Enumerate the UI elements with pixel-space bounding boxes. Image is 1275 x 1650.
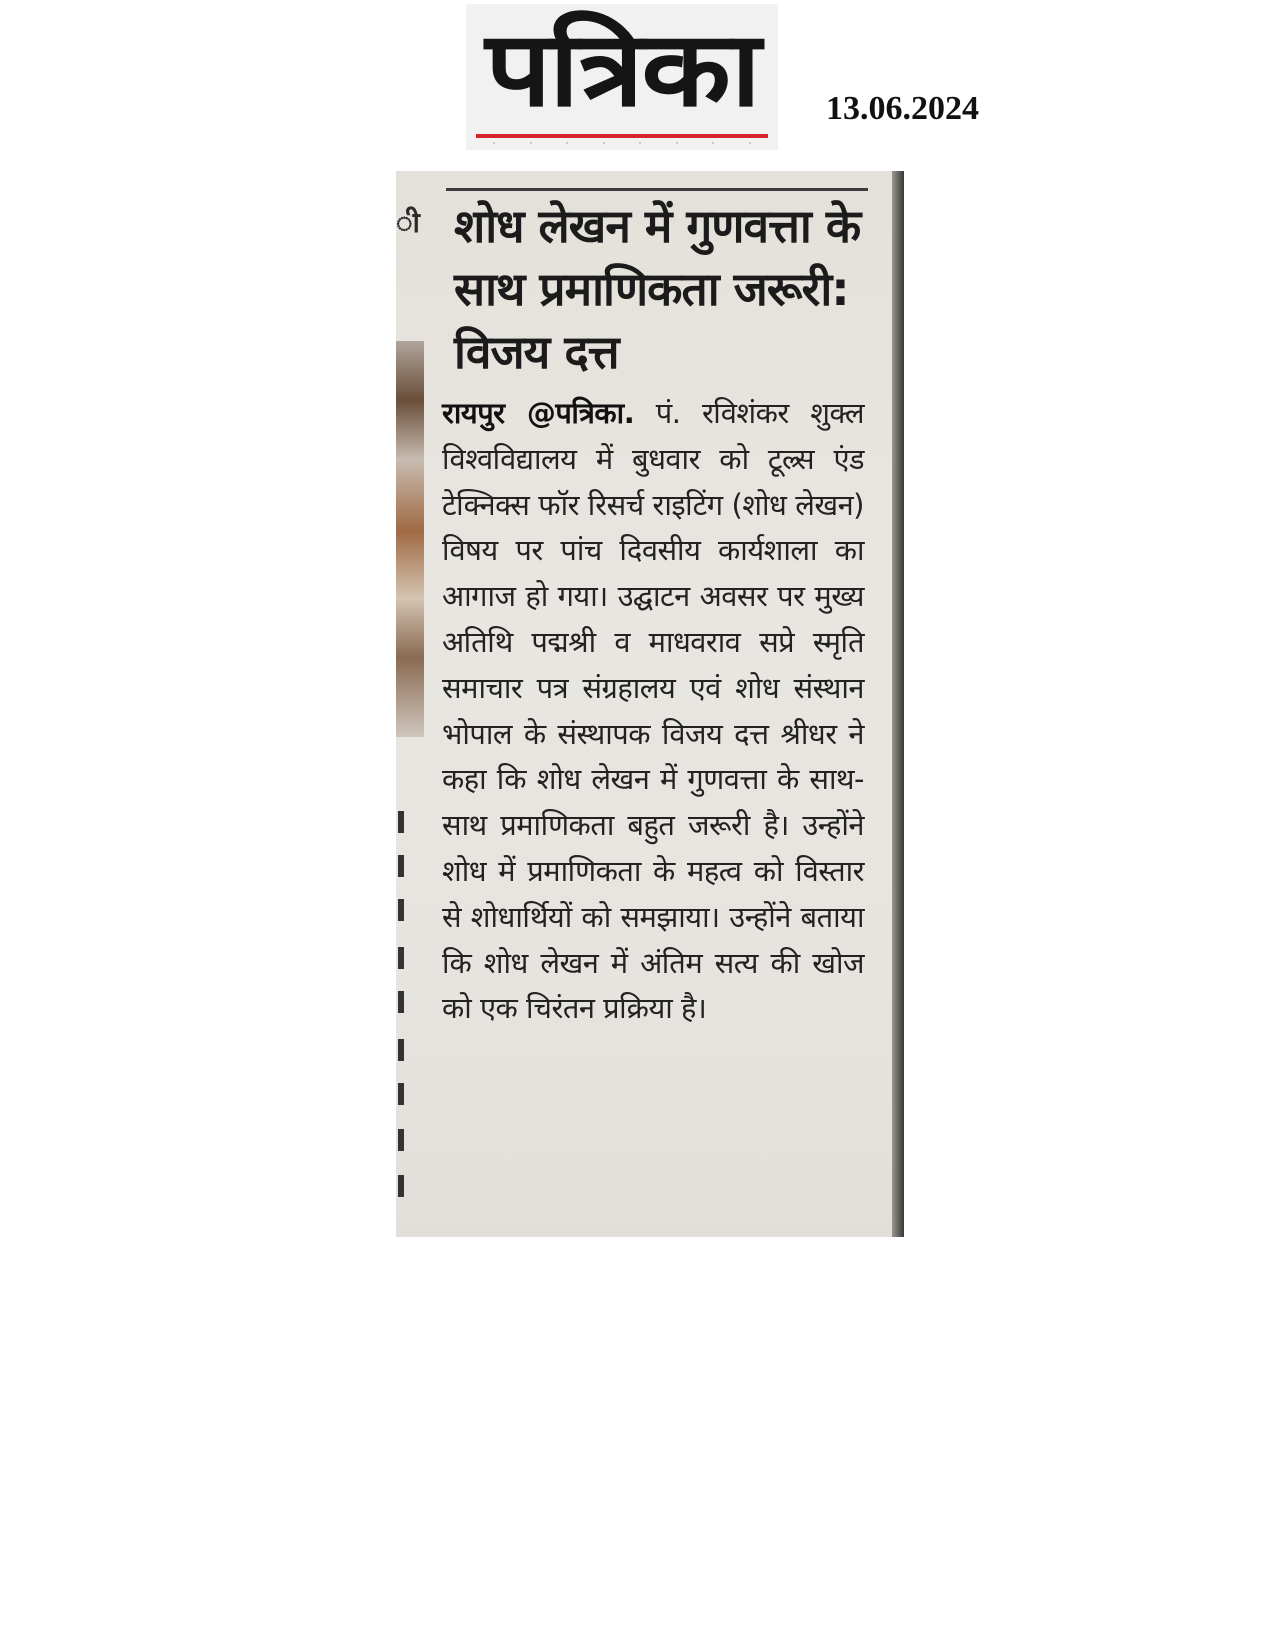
article-body-text: पं. रविशंकर शुक्ल विश्वविद्यालय में बुधवार को टूल्र्स एंड टेक्निक्स फॉर रिसर्च राइटिंग (शोध लेखन) विषय पर पांच दिवसीय कार्यशाला का आगाज हो गया। उद्घाटन अवसर पर मुख्य अतिथि पद्मश्री व माधवराव सप्रे स्मृति समाचार पत्र संग्रहालय एवं शोध संस्थान भोपाल के संस्थापक विजय दत्त श्रीधर ने कहा कि शोध लेखन में गुणवत्ता के साथ-साथ प्रमाणिकता बहुत जरूरी है। उन्होंने शोध में प्रमाणिकता के महत्व को विस्तार से शोधार्थियों को समझाया। उन्होंने बताया कि शोध लेखन में अंतिम सत्य की खोज को एक चिरंतन प्रक्रिया है। bbox=[442, 396, 864, 1026]
clipping-top-rule bbox=[446, 188, 868, 191]
newspaper-masthead-logo bbox=[466, 4, 778, 150]
article-body bbox=[442, 391, 864, 1032]
publication-date: 13.06.2024 bbox=[826, 90, 979, 127]
masthead-name: पत्रिका bbox=[485, 7, 759, 130]
article-headline: शोध लेखन में गुणवत्ता के साथ प्रमाणिकता जरूरी: विजय दत्त bbox=[454, 199, 861, 379]
adjacent-photo-fragment bbox=[396, 341, 424, 737]
adjacent-article-fragment: ी bbox=[396, 206, 420, 239]
newspaper-clipping bbox=[396, 171, 904, 1237]
clipping-edge-shadow bbox=[892, 171, 904, 1237]
masthead-dots bbox=[476, 142, 768, 145]
article-dateline: रायपुर @पत्रिका. bbox=[442, 396, 635, 430]
masthead-red-rule bbox=[476, 134, 768, 138]
adjacent-column-fragment bbox=[396, 811, 414, 1211]
